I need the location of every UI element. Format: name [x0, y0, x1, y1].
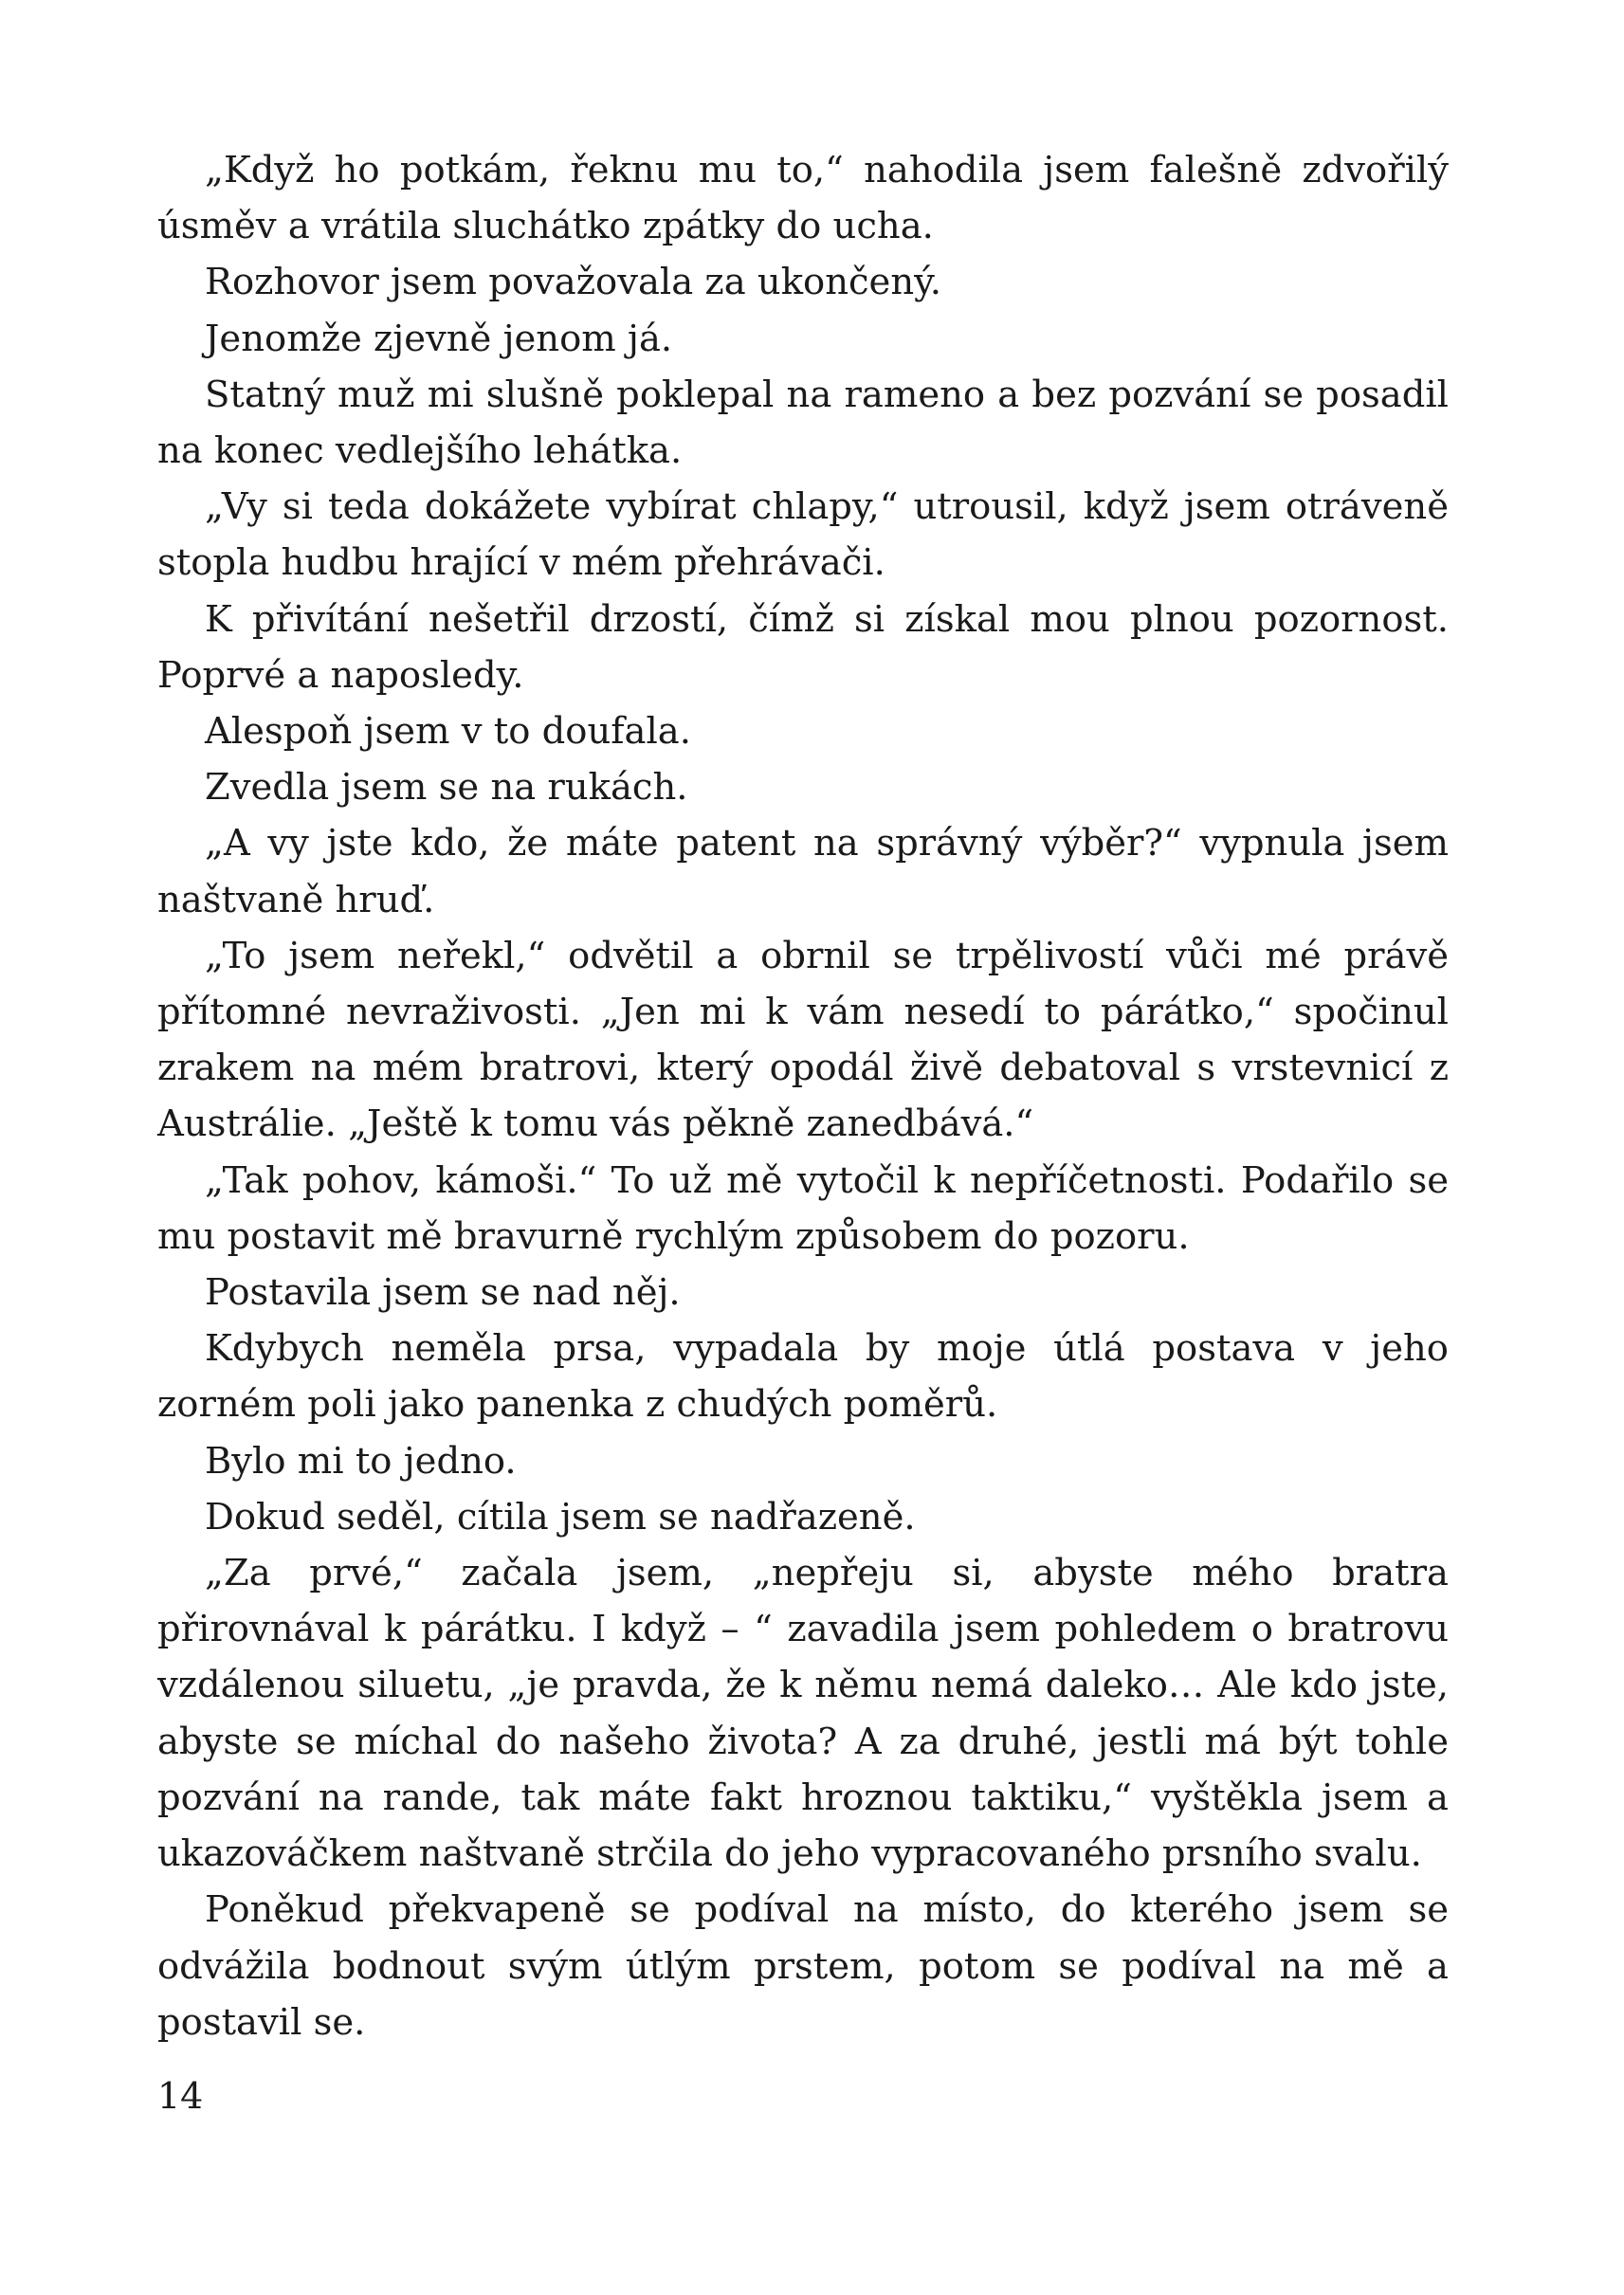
paragraph: Dokud seděl, cítila jsem se nadřazeně. — [205, 1495, 916, 1539]
body-text — [157, 142, 1449, 2050]
paragraph: Alespoň jsem v to doufala. — [205, 710, 691, 754]
page-number: 14 — [157, 2075, 204, 2117]
paragraph: „To jsem neřekl,“ odvětil a obrnil se trpělivostí vůči mé právě přítomné nevraživosti. „Jen mi k vám nesedí to párátko,“ spočinul zrakem na mém bratrovi, který opodál živě debatoval s vrstevnicí z Austrálie. „Ještě k tomu vás pěkně zanedbává.“ — [157, 934, 1449, 1146]
paragraph: „Vy si teda dokážete vybírat chlapy,“ utrousil, když jsem otráveně stopla hudbu hrající v mém přehrávači. — [157, 485, 1449, 585]
paragraph: K přivítání nešetřil drzostí, čímž si získal mou plnou pozornost. Poprvé a naposledy. — [157, 597, 1449, 697]
paragraph: Rozhovor jsem považovala za ukončený. — [205, 261, 942, 304]
paragraph: Bylo mi to jedno. — [205, 1439, 517, 1483]
paragraph: „A vy jste kdo, že máte patent na správný výběr?“ vypnula jsem naštvaně hruď. — [157, 822, 1449, 921]
paragraph: Kdybych neměla prsa, vypadala by moje útlá postava v jeho zorném poli jako panenka z chudých poměrů. — [157, 1327, 1449, 1427]
paragraph: Jenomže zjevně jenom já. — [205, 317, 673, 360]
paragraph: „Tak pohov, kámoši.“ To už mě vytočil k nepříčetnosti. Podařilo se mu postavit mě bravurně rychlým způsobem do pozoru. — [157, 1158, 1449, 1258]
paragraph: „Za prvé,“ začala jsem, „nepřeju si, abyste mého bratra přirovnával k párátku. I když – “ zavadila jsem pohledem o bratrovu vzdálenou siluetu, „je pravda, že k němu nemá daleko… Ale kdo jste, abyste se míchal do našeho života? A za druhé, jestli má být tohle pozvání na rande, tak máte fakt hroznou taktiku,“ vyštěkla jsem a ukazováčkem naštvaně strčila do jeho vypracovaného prsního svalu. — [157, 1552, 1449, 1876]
paragraph: Statný muž mi slušně poklepal na rameno a bez pozvání se posadil na konec vedlejšího lehátka. — [157, 373, 1449, 473]
paragraph: Zvedla jsem se na rukách. — [205, 766, 688, 810]
paragraph: Postavila jsem se nad něj. — [205, 1271, 681, 1315]
paragraph: Poněkud překvapeně se podíval na místo, do kterého jsem se odvážila bodnout svým útlým prstem, potom se podíval na mě a postavil se. — [157, 1888, 1449, 2044]
paragraph: „Když ho potkám, řeknu mu to,“ nahodila jsem falešně zdvořilý úsměv a vrátila sluchátko zpátky do ucha. — [157, 149, 1449, 248]
